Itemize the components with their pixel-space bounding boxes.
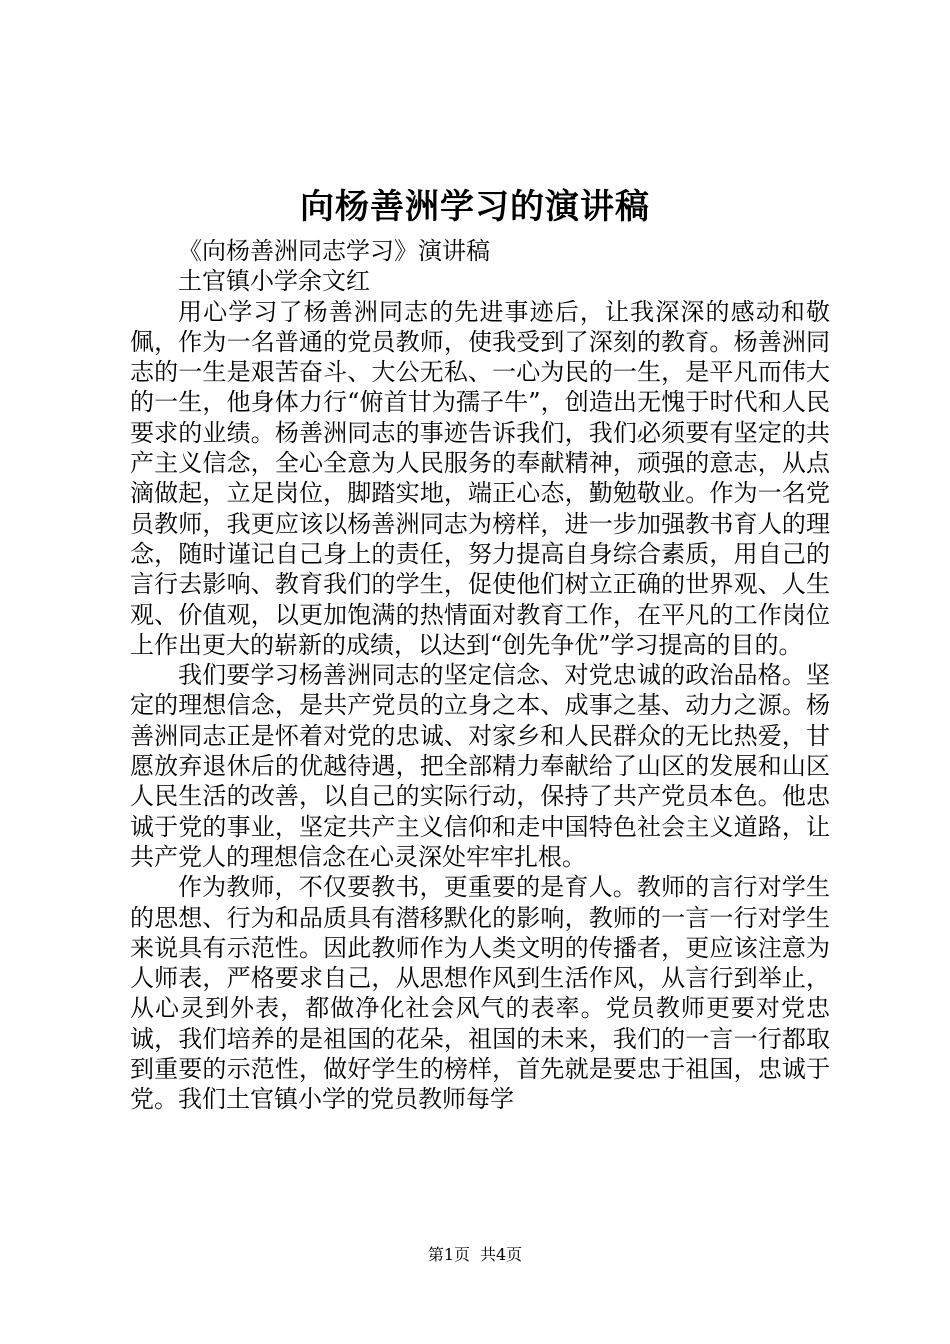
document-subtitle: 《向杨善洲同志学习》演讲稿 bbox=[178, 237, 490, 265]
page-footer bbox=[0, 1244, 950, 1266]
document-title: 向杨善洲学习的演讲稿 bbox=[300, 187, 650, 227]
page-total: 共4页 bbox=[480, 1245, 523, 1264]
document-author: 土官镇小学余文红 bbox=[178, 267, 370, 296]
paragraph-3: 作为教师，不仅要教书，更重要的是育人。教师的言行对学生的思想、行为和品质具有潜移默化的影响，教师的一言一行对学生来说具有示范性。因此教师作为人类文明的传播者，更应该注意为人师表，严格要求自己，从思想作风到生活作风，从言行到举止，从心灵到外表，都做净化社会风气的表率。党员教师更要对党忠诚，我们培养的是祖国的花朵，祖国的未来，我们的一言一行都取到重要的示范性，做好学生的榜样，首先就是要忠于祖国，忠诚于党。我们土官镇小学的党员教师每学 bbox=[130, 873, 830, 1114]
paragraph-1: 用心学习了杨善洲同志的先进事迹后，让我深深的感动和敬佩，作为一名普通的党员教师，使我受到了深刻的教育。杨善洲同志的一生是艰苦奋斗、大公无私、一心为民的一生，是平凡而伟大的一生，他身体力行“俯首甘为孺子牛”，创造出无愧于时代和人民要求的业绩。杨善洲同志的事迹告诉我们，我们必须要有坚定的共产主义信念，全心全意为人民服务的奉献精神，顽强的意志，从点滴做起，立足岗位，脚踏实地，端正心态，勤勉敬业。作为一名党员教师，我更应该以杨善洲同志为榜样，进一步加强教书育人的理念，随时谨记自己身上的责任，努力提高自身综合素质，用自己的言行去影响、教育我们的学生，促使他们树立正确的世界观、人生观、价值观，以更加饱满的热情面对教育工作，在平凡的工作岗位上作出更大的崭新的成绩，以达到“创先争优”学习提高的目的。 bbox=[130, 297, 830, 659]
page-number: 第1页 bbox=[427, 1245, 470, 1264]
document-body bbox=[130, 236, 830, 1115]
paragraph-2: 我们要学习杨善洲同志的坚定信念、对党忠诚的政治品格。坚定的理想信念，是共产党员的立身之本、成事之基、动力之源。杨善洲同志正是怀着对党的忠诚、对家乡和人民群众的无比热爱，甘愿放弃退休后的优越待遇，把全部精力奉献给了山区的发展和山区人民生活的改善，以自己的实际行动，保持了共产党员本色。他忠诚于党的事业，坚定共产主义信仰和走中国特色社会主义道路，让共产党人的理想信念在心灵深处牢牢扎根。 bbox=[130, 661, 830, 871]
